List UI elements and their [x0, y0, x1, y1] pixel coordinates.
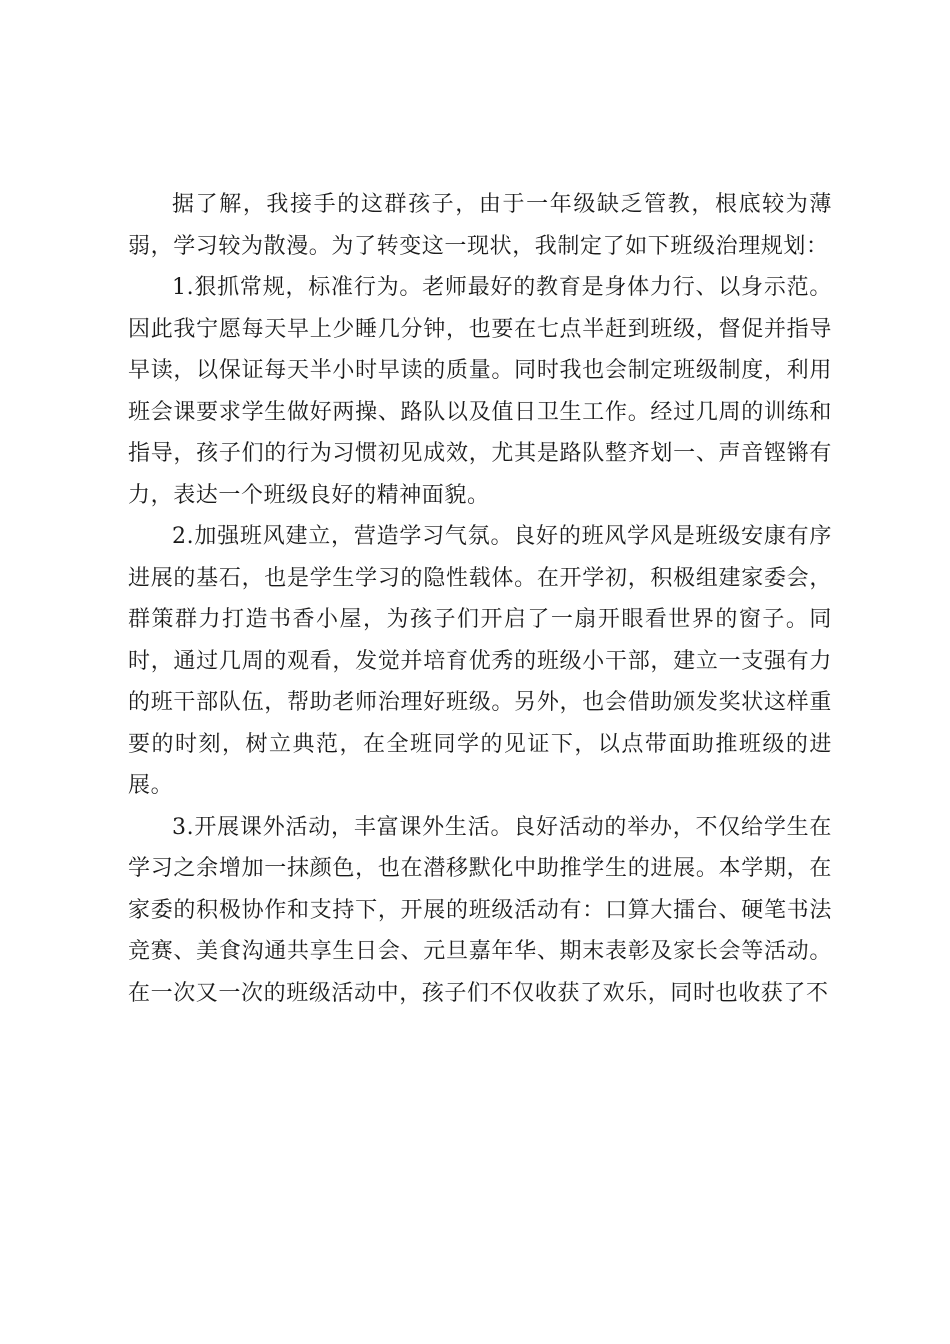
paragraph-point-1: 1.狠抓常规，标准行为。老师最好的教育是身体力行、以身示范。因此我宁愿每天早上少睡几分钟，也要在七点半赶到班级，督促并指导早读，以保证每天半小时早读的质量。同时我也会制定班级制度，利用班会课要求学生做好两操、路队以及值日卫生工作。经过几周的训练和指导，孩子们的行为习惯初见成效，尤其是路队整齐划一、声音铿锵有力，表达一个班级良好的精神面貌。 — [128, 275, 832, 508]
paragraph-intro: 据了解，我接手的这群孩子，由于一年级缺乏管教，根底较为薄弱，学习较为散漫。为了转变这一现状，我制定了如下班级治理规划： — [128, 192, 832, 259]
paragraph-point-2: 2.加强班风建立，营造学习气氛。良好的班风学风是班级安康有序进展的基石，也是学生学习的隐性载体。在开学初，积极组建家委会，群策群力打造书香小屋，为孩子们开启了一扇开眼看世界的窗子。同时，通过几周的观看，发觉并培育优秀的班级小干部，建立一支强有力的班干部队伍，帮助老师治理好班级。另外，也会借助颁发奖状这样重要的时刻，树立典范，在全班同学的见证下，以点带面助推班级的进展。 — [128, 524, 832, 798]
paragraph-point-3: 3.开展课外活动，丰富课外生活。良好活动的举办，不仅给学生在学习之余增加一抹颜色，也在潜移默化中助推学生的进展。本学期，在家委的积极协作和支持下，开展的班级活动有：口算大擂台、硬笔书法竞赛、美食沟通共享生日会、元旦嘉年华、期末表彰及家长会等活动。在一次又一次的班级活动中，孩子们不仅收获了欢乐，同时也收获了不 — [128, 814, 832, 1006]
document-body — [128, 184, 832, 1014]
